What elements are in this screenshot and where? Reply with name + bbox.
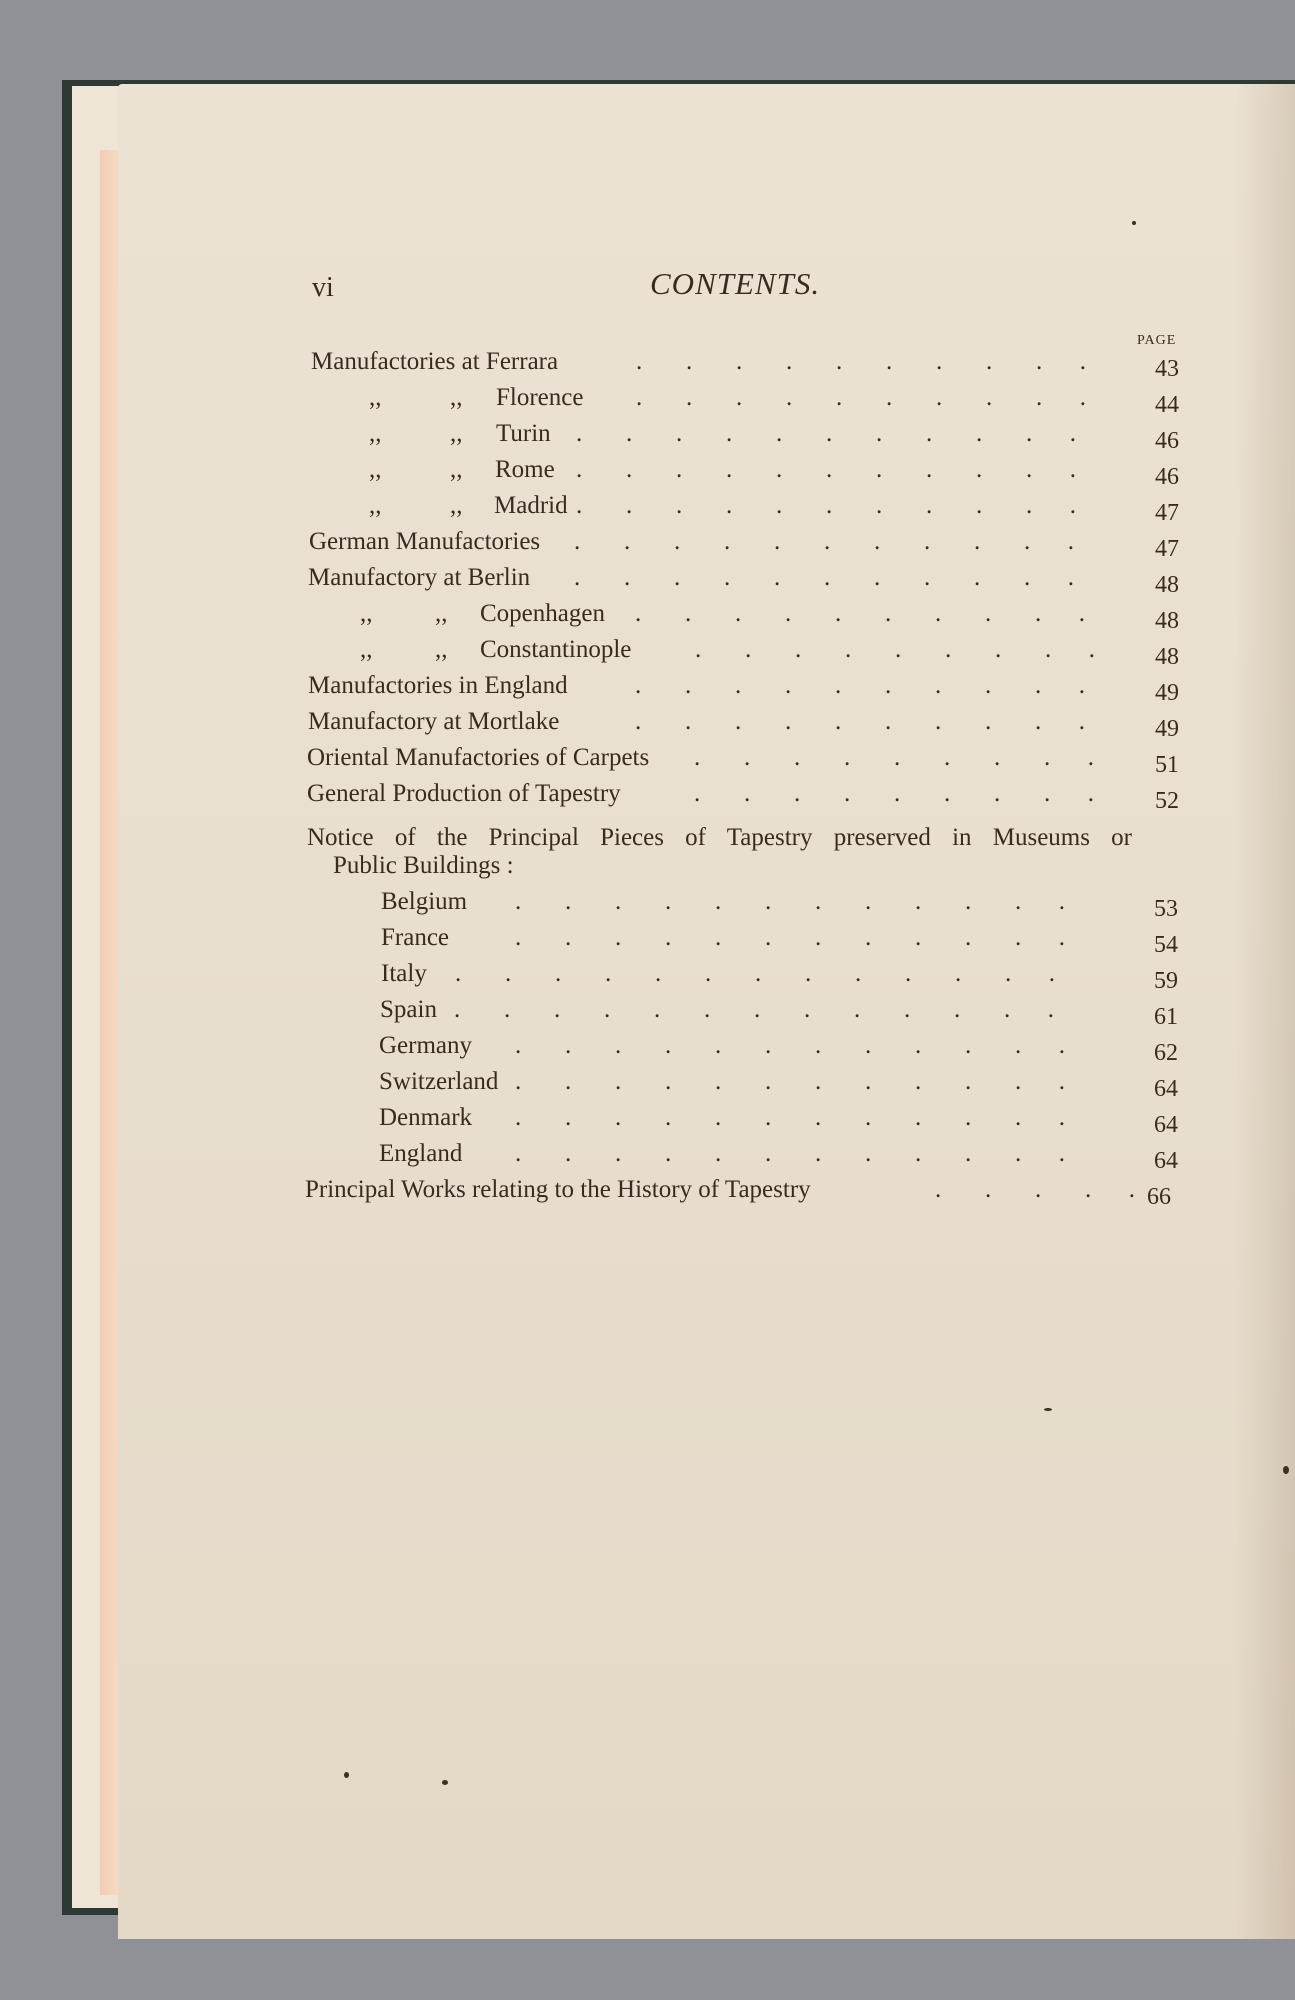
toc-page-number: 52 [1155,788,1179,814]
leader-dots: . . . . . . . . . [694,744,1094,771]
toc-page-number: 44 [1155,392,1179,418]
ditto-mark: ,, [450,420,463,447]
toc-entry-label: Manufactory at Berlin [308,564,531,591]
toc-entry-label: Copenhagen [480,600,605,627]
toc-entry-label: Manufactories at Ferrara [311,348,559,375]
ink-speck [1044,1408,1052,1411]
toc-subentry[interactable] [381,924,1181,960]
toc-entry-label: Manufactories in England [308,672,568,699]
toc-entry-label: Belgium [381,888,468,915]
toc-entry-label: General Production of Tapestry [307,780,621,807]
leader-dots: . . . . . . . . . . . . [515,1032,1065,1059]
toc-entry-label: Oriental Manufactories of Carpets [307,744,650,771]
toc-subentry[interactable] [379,1104,1181,1140]
leader-dots: . . . . . . . . . . [635,672,1085,699]
toc-entry[interactable] [311,348,1181,384]
toc-entry[interactable] [305,1176,1181,1212]
toc-entry-label: Florence [496,384,584,411]
toc-entry[interactable] [309,528,1181,564]
ditto-mark: ,, [369,384,382,411]
leader-dots: . . . . . . . . . . . . [515,924,1065,951]
ditto-mark: ,, [450,492,463,519]
leader-dots: . . . . . . . . . . [636,348,1086,375]
toc-entry-label: German Manufactories [309,528,541,555]
leader-dots: . . . . . . . . . . . [576,420,1076,447]
toc-subentry[interactable] [379,1068,1181,1104]
toc-entry-label: Rome [495,456,555,483]
toc-page-number: 54 [1154,932,1178,958]
toc-page-number: 61 [1154,1004,1178,1030]
toc-entry-label: Italy [381,960,427,987]
toc-entry-label: England [379,1140,463,1167]
toc-entry[interactable] [307,744,1181,780]
ink-speck [442,1780,448,1785]
toc-entry-label: Turin [496,420,551,447]
toc-page-number: 51 [1155,752,1179,778]
toc-entry-label: Constantinople [480,636,632,663]
leader-dots: . . . . . . . . . . . . [515,1068,1065,1095]
toc-page-number: 64 [1154,1148,1178,1174]
leader-dots: . . . . . . . . . . . [576,492,1076,519]
toc-entry-label: Manufactory at Mortlake [308,708,560,735]
ditto-mark: ,, [369,492,382,519]
leader-dots: . . . . . [935,1176,1135,1203]
toc-entry[interactable] [311,492,1181,528]
toc-entry-label: France [381,924,450,951]
toc-page-number: 49 [1155,680,1179,706]
toc-page-number: 46 [1155,464,1179,490]
toc-subentry[interactable] [381,888,1181,924]
ditto-mark: ,, [369,420,382,447]
toc-entry-label: Switzerland [379,1068,499,1095]
leader-dots: . . . . . . . . . . . . [515,888,1065,915]
leader-dots: . . . . . . . . . [695,636,1095,663]
ink-speck [1132,221,1136,225]
toc-page-number: 43 [1155,356,1179,382]
leader-dots: . . . . . . . . . [694,780,1094,807]
page-shade [1235,84,1295,1939]
leader-dots: . . . . . . . . . . . . [515,1104,1065,1131]
ink-speck [344,1772,349,1778]
ditto-mark: ,, [435,636,448,663]
toc-entry[interactable] [307,780,1181,816]
toc-entry-label: Germany [379,1032,473,1059]
toc-entry-label: Madrid [494,492,568,519]
ditto-mark: ,, [435,600,448,627]
notice-heading-line2: Public Buildings : [333,852,514,879]
notice-heading-line1[interactable]: Notice of the Principal Pieces of Tapestry preserved in Museums or [307,824,1132,851]
toc-subentry[interactable] [379,1032,1181,1068]
toc-page-number: 47 [1155,500,1179,526]
toc-page-number: 48 [1155,644,1179,670]
leader-dots: . . . . . . . . . . . . . [455,960,1055,987]
toc-entry[interactable] [308,636,1181,672]
toc-page-number: 53 [1154,896,1178,922]
toc-entry[interactable] [308,600,1181,636]
ditto-mark: ,, [360,600,373,627]
ditto-mark: ,, [360,636,373,663]
leader-dots: . . . . . . . . . . . . . [454,996,1054,1023]
leader-dots: . . . . . . . . . . [636,384,1086,411]
toc-page-number: 47 [1155,536,1179,562]
toc-subentry[interactable] [379,1140,1181,1176]
ditto-mark: ,, [369,456,382,483]
leader-dots: . . . . . . . . . . [635,600,1085,627]
toc-subentry[interactable] [381,960,1181,996]
toc-entry-label: Spain [380,996,437,1023]
toc-page-number: 59 [1154,968,1178,994]
toc-page-number: 66 [1147,1184,1171,1210]
toc-page-number: 64 [1154,1112,1178,1138]
toc-entry[interactable] [308,672,1181,708]
leader-dots: . . . . . . . . . . . . [515,1140,1065,1167]
leader-dots: . . . . . . . . . . . [576,456,1076,483]
toc-page-number: 46 [1155,428,1179,454]
page-title: CONTENTS. [650,266,821,301]
toc-page-number: 49 [1155,716,1179,742]
toc-subentry[interactable] [380,996,1181,1032]
toc-page-number: 48 [1155,572,1179,598]
leader-dots: . . . . . . . . . . [635,708,1085,735]
toc-entry-label: Denmark [379,1104,473,1131]
ditto-mark: ,, [450,456,463,483]
toc-entry-label: Principal Works relating to the History of Tapestry [305,1176,811,1203]
toc-page-number: 64 [1154,1076,1178,1102]
leader-dots: . . . . . . . . . . . [574,564,1074,591]
ink-speck [1283,1466,1289,1474]
toc-entry[interactable] [311,456,1181,492]
toc-page-number: 62 [1154,1040,1178,1066]
toc-entry[interactable] [308,708,1181,744]
toc-entry[interactable] [311,384,1181,420]
ditto-mark: ,, [450,384,463,411]
leader-dots: . . . . . . . . . . . [574,528,1074,555]
toc-entry[interactable] [308,564,1181,600]
page-column-heading: PAGE [1137,333,1177,348]
toc-page-number: 48 [1155,608,1179,634]
toc-entry[interactable] [311,420,1181,456]
page-folio: vi [312,272,334,303]
